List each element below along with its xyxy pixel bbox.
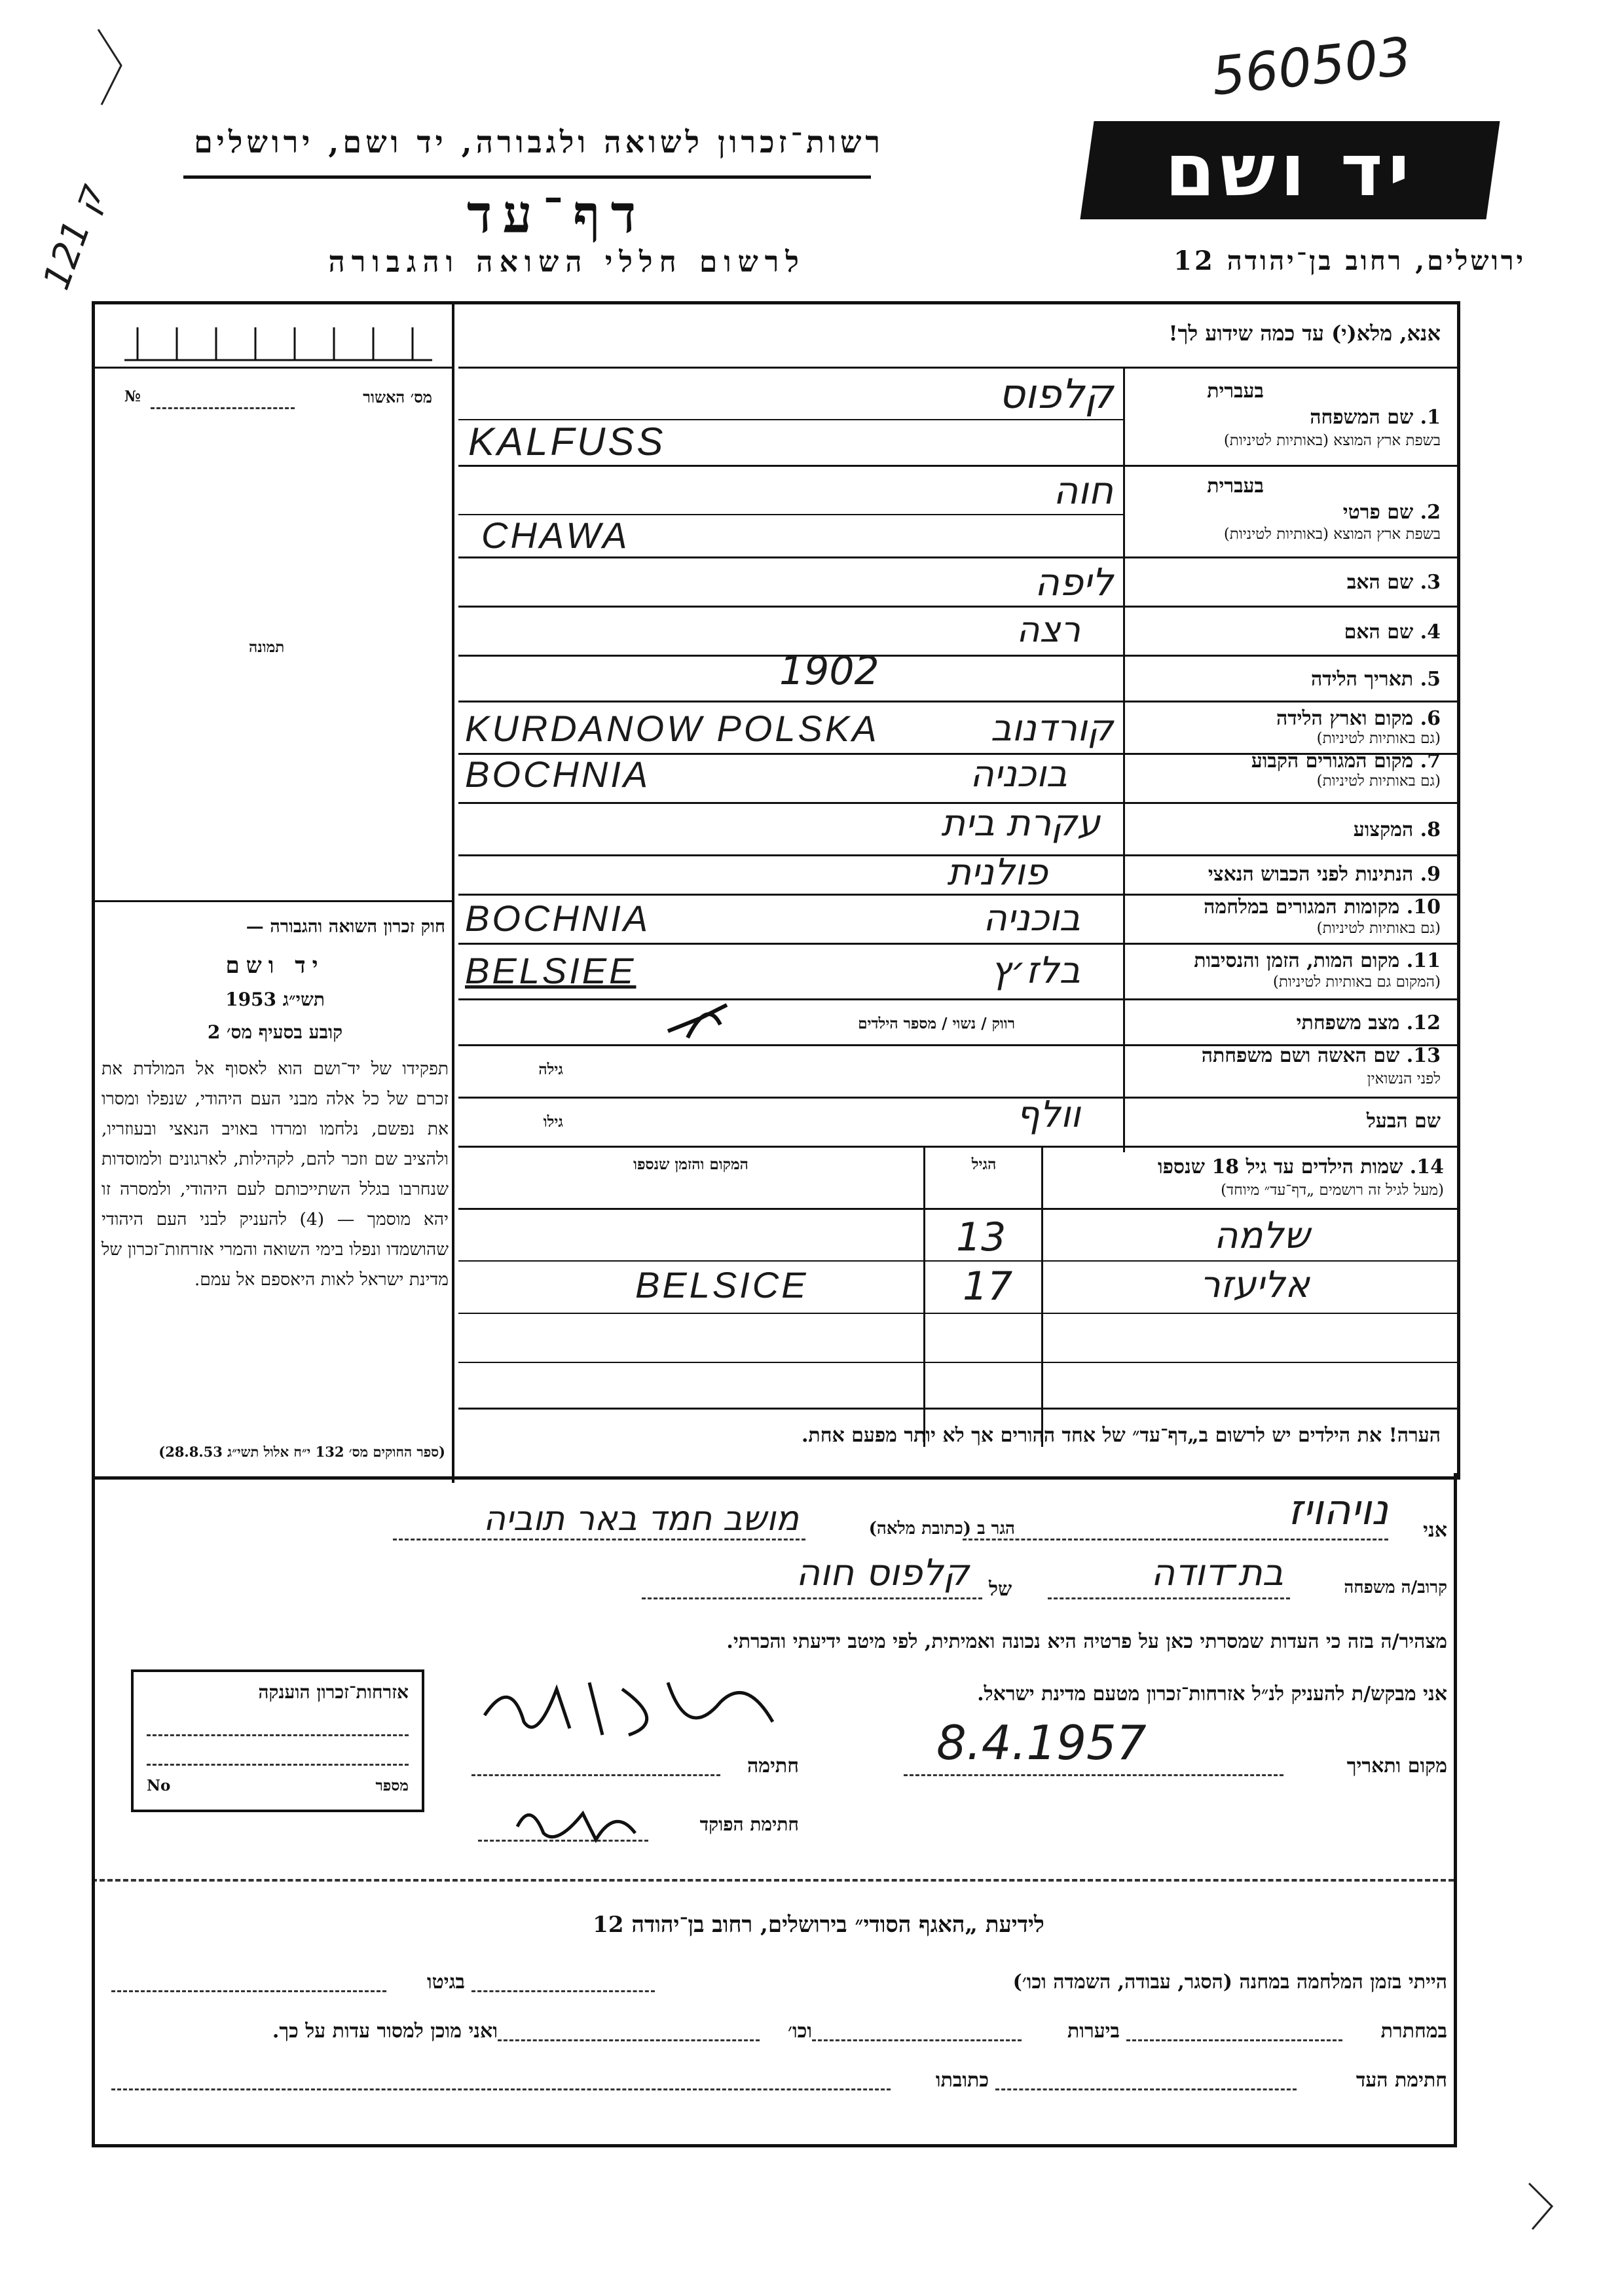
stamp-box-title: אזרחות־זכרון הוענקה: [258, 1681, 409, 1703]
declaration-request: אני מבקש/ת להעניק לנ״ל אזרחות־זכרון מטעם מדינת ישראל.: [977, 1683, 1447, 1705]
field-2-tag: בעברית: [1207, 475, 1264, 498]
bottom-ghetto: בגיטו: [426, 1971, 465, 1994]
bottom-testimony: ואני מוכן למסור עדות על כך.: [272, 2020, 498, 2043]
husband-name: וולף: [1016, 1093, 1080, 1136]
marital-status-options: רווק / נשוי / מספר הילדים: [858, 1015, 1015, 1032]
field-6-label: 6. מקום וארץ הלידה: [1276, 707, 1441, 730]
declaration-ani: אני: [1423, 1519, 1447, 1542]
declaration-statement: מצהיר/ה בזה כי העדות שמסרתי כאן על פרטיה היא נכונה ואמיתית, לפי מיטב ידיעתי והכרתי.: [726, 1630, 1447, 1653]
handwritten-mark-icon: [661, 992, 740, 1044]
relation-shel: של: [989, 1578, 1012, 1601]
field-11-label-text: מקום המות, הזמן והנסיבות: [1194, 949, 1400, 972]
children-label: 14. שמות הילדים עד גיל 18 שנספו: [1157, 1156, 1444, 1178]
relation-value: בת־דודה: [1151, 1552, 1283, 1594]
confirmation-number-label: מס׳ האשור: [363, 388, 432, 407]
official-signature-label: חתימת הפוקד: [699, 1813, 799, 1835]
field-1-label-text: שם המשפחה: [1310, 406, 1414, 429]
law-reference: (ספר החוקים מס׳ 132 י״ח אלול תשי״ג 28.8.53): [158, 1444, 445, 1460]
page-title: דף־עד: [466, 183, 647, 245]
handwritten-reference-number: 560503: [1208, 26, 1414, 107]
crop-mark-icon: [1526, 2180, 1565, 2232]
first-name-hebrew: חוה: [1053, 468, 1113, 513]
husband-label: שם הבעל: [1366, 1110, 1441, 1133]
field-4-label: 4. שם האם: [1344, 621, 1441, 644]
field-8-label-text: המקצוע: [1353, 818, 1414, 841]
witness-signature-label: חתימת העד: [1356, 2069, 1447, 2092]
profession: עקרת בית: [941, 802, 1100, 845]
field-1-sub: בשפת ארץ המוצא (באותיות לטיניות): [1223, 432, 1441, 449]
logo-text: יד ושם: [1165, 128, 1415, 212]
address-label: הגר ב (כתובת מלאה): [868, 1519, 1015, 1539]
first-name-latin: CHAWA: [481, 515, 630, 556]
bottom-etc: וכו׳: [788, 2020, 812, 2043]
field-9-label-text: הנתינות לפני הכבוש הנאצי: [1208, 863, 1414, 886]
field-1-label: 1. שם המשפחה: [1310, 406, 1441, 429]
family-name-hebrew: קלפוס: [998, 370, 1113, 418]
wartime-residence-hebrew: בוכניה: [983, 897, 1080, 939]
stamp-box-number-label: מספר: [375, 1777, 409, 1795]
bottom-line1: הייתי בזמן המלחמה במחנה (הסגר, עבודה, השמדה וכו׳): [1012, 1971, 1447, 1994]
death-place-hebrew: בלז׳ץ: [990, 949, 1080, 992]
relation-label: קרוב/ה משפחה: [1344, 1578, 1447, 1597]
father-name: ליפה: [1034, 560, 1113, 604]
bottom-title: לידיעת „האגף הסודי״ בירושלים, רחוב בן־יהודה 12: [593, 1912, 1044, 1938]
page-subtitle: לרשום חללי השואה והגבורה: [328, 246, 805, 279]
death-place-latin: BELSIEE: [465, 950, 637, 991]
field-3-label: 3. שם האב: [1346, 571, 1441, 594]
field-7-label-text: מקום המגורים הקבוע: [1251, 750, 1414, 773]
field-13-sub: לפני הנשואין: [1367, 1070, 1441, 1087]
signature-scribble: [471, 1663, 799, 1748]
number-sign: №: [124, 388, 141, 405]
field-10-label-text: מקומות המגורים במלחמה: [1204, 896, 1400, 919]
field-2-label: 2. שם פרטי: [1342, 501, 1441, 524]
witness-address-label: כתובתו: [935, 2069, 989, 2092]
field-4-label-text: שם האם: [1344, 621, 1414, 644]
stamp-box-no: No: [147, 1777, 171, 1795]
field-8-label: 8. המקצוע: [1353, 818, 1441, 841]
law-name: יד ושם: [225, 953, 325, 979]
instruction: אנא, מלא(י) עד כמה שידוע לך!: [1168, 321, 1441, 346]
wartime-residence-latin: BOCHNIA: [465, 898, 651, 939]
field-12-label: 12. מצב משפחתי: [1296, 1011, 1441, 1034]
field-10-label: 10. מקומות המגורים במלחמה: [1204, 896, 1441, 919]
header-address: ירושלים, רחוב בן־יהודה 12: [1173, 246, 1526, 276]
husband-age-label: גילו: [543, 1113, 563, 1131]
law-clause: קובע בסעיף מס׳ 2: [207, 1021, 343, 1043]
field-6-sub: (גם באותיות לטיניות): [1316, 730, 1441, 747]
field-11-sub: (המקום גם באותיות לטיניות): [1272, 974, 1441, 991]
birth-place-hebrew: קורדנוב: [990, 707, 1113, 750]
relation-of-person: קלפוס חוה: [796, 1552, 969, 1594]
declarant-address: מושב חמד באר תוביה: [483, 1499, 799, 1539]
crop-mark-icon: [92, 26, 131, 111]
field-10-sub: (גם באותיות לטיניות): [1316, 920, 1441, 937]
tick-row: [124, 321, 432, 367]
children-age-header: הגיל: [971, 1156, 997, 1173]
place-date-label: מקום ותאריך: [1346, 1755, 1447, 1777]
mother-name: רצה: [1016, 609, 1080, 650]
field-2-label-text: שם פרטי: [1342, 501, 1414, 524]
field-5-label: 5. תאריך הלידה: [1311, 668, 1441, 691]
law-text: תפקידו של יד־ושם הוא לאסוף אל המולדת את זכרם של כל אלה מבני העם היהודי, שנפלו ומסרו את נפשם, נלחמו ומרדו באויב הנאצי ובעוזריו, ולהציב שם וזכר להם, לקהילות, לארגונים ולמוסדות שנחרבו בגלל השתייכותם לעם היהודי, ולמסרה זו יהא מוסמך — (4) להעניק לבני העם היהודי שהושמדו ונפלו בימי השואה והמרי אזרחות־זכרון של מדינת ישראל לאות היאספם אל עמם.: [101, 1059, 449, 1290]
child-2-name: אליעזר: [1200, 1264, 1310, 1306]
field-13-label: 13. שם האשה ושם משפחתה: [1201, 1044, 1441, 1067]
declaration-date: 8.4.1957: [936, 1715, 1147, 1770]
birth-place-latin: KURDANOW POLSKA: [465, 708, 879, 749]
field-7-label: 7. מקום המגורים הקבוע: [1251, 750, 1441, 773]
children-note: הערה! את הילדים יש לרשום ב„דף־עד״ של אחד ההורים אך לא יותר מפעם אחת.: [801, 1424, 1441, 1447]
family-name-latin: KALFUSS: [468, 420, 666, 464]
field-6-label-text: מקום וארץ הלידה: [1276, 707, 1414, 730]
wife-age-label: גילה: [538, 1061, 563, 1078]
law-title: חוק זכרון השואה והגבורה —: [246, 917, 445, 937]
field-1-tag: בעברית: [1207, 380, 1264, 403]
field-7-sub: (גם באותיות לטיניות): [1316, 773, 1441, 790]
children-place-header: המקום והזמן שנספו: [633, 1156, 748, 1173]
yad-vashem-logo: [1080, 121, 1500, 219]
field-2-sub: בשפת ארץ המוצא (באותיות לטיניות): [1223, 526, 1441, 543]
corner-mark: ק 121: [35, 179, 112, 295]
child-1-age: 13: [956, 1214, 1006, 1260]
field-13-label-text: שם האשה ושם משפחתה: [1201, 1044, 1400, 1067]
field-11-label: 11. מקום המות, הזמן והנסיבות: [1194, 949, 1441, 972]
children-sub: (מעל לגיל זה רושמים „דף־עד״ מיוחד): [1221, 1182, 1444, 1199]
bottom-forests: ביערות: [1067, 2020, 1120, 2043]
residence-latin: BOCHNIA: [465, 754, 651, 795]
official-signature-icon: [504, 1787, 661, 1853]
photo-label: תמונה: [249, 638, 285, 656]
citizenship: פולנית: [947, 851, 1048, 894]
authority-title: רשות־זכרון לשואה ולגבורה, יד ושם, ירושלים: [194, 124, 884, 160]
field-9-label: 9. הנתינות לפני הכבוש הנאצי: [1208, 863, 1441, 886]
child-1-name: שלמה: [1213, 1214, 1310, 1257]
field-12-label-text: מצב משפחתי: [1296, 1011, 1400, 1034]
birth-date: 1902: [779, 648, 879, 694]
law-year: תשי״ג 1953: [225, 989, 325, 1010]
children-label-text: שמות הילדים עד גיל 18 שנספו: [1157, 1156, 1403, 1178]
field-3-label-text: שם האב: [1346, 571, 1414, 594]
memorial-citizenship-box: [131, 1669, 424, 1812]
field-5-label-text: תאריך הלידה: [1311, 668, 1414, 691]
child-2-place: BELSICE: [635, 1264, 809, 1305]
declarant-name: נויהויז: [1287, 1486, 1388, 1535]
residence-hebrew: בוכניה: [970, 753, 1067, 795]
child-2-age: 17: [963, 1264, 1013, 1309]
signature-label: חתימה: [747, 1755, 799, 1777]
bottom-underground: במחתרת: [1380, 2020, 1447, 2043]
